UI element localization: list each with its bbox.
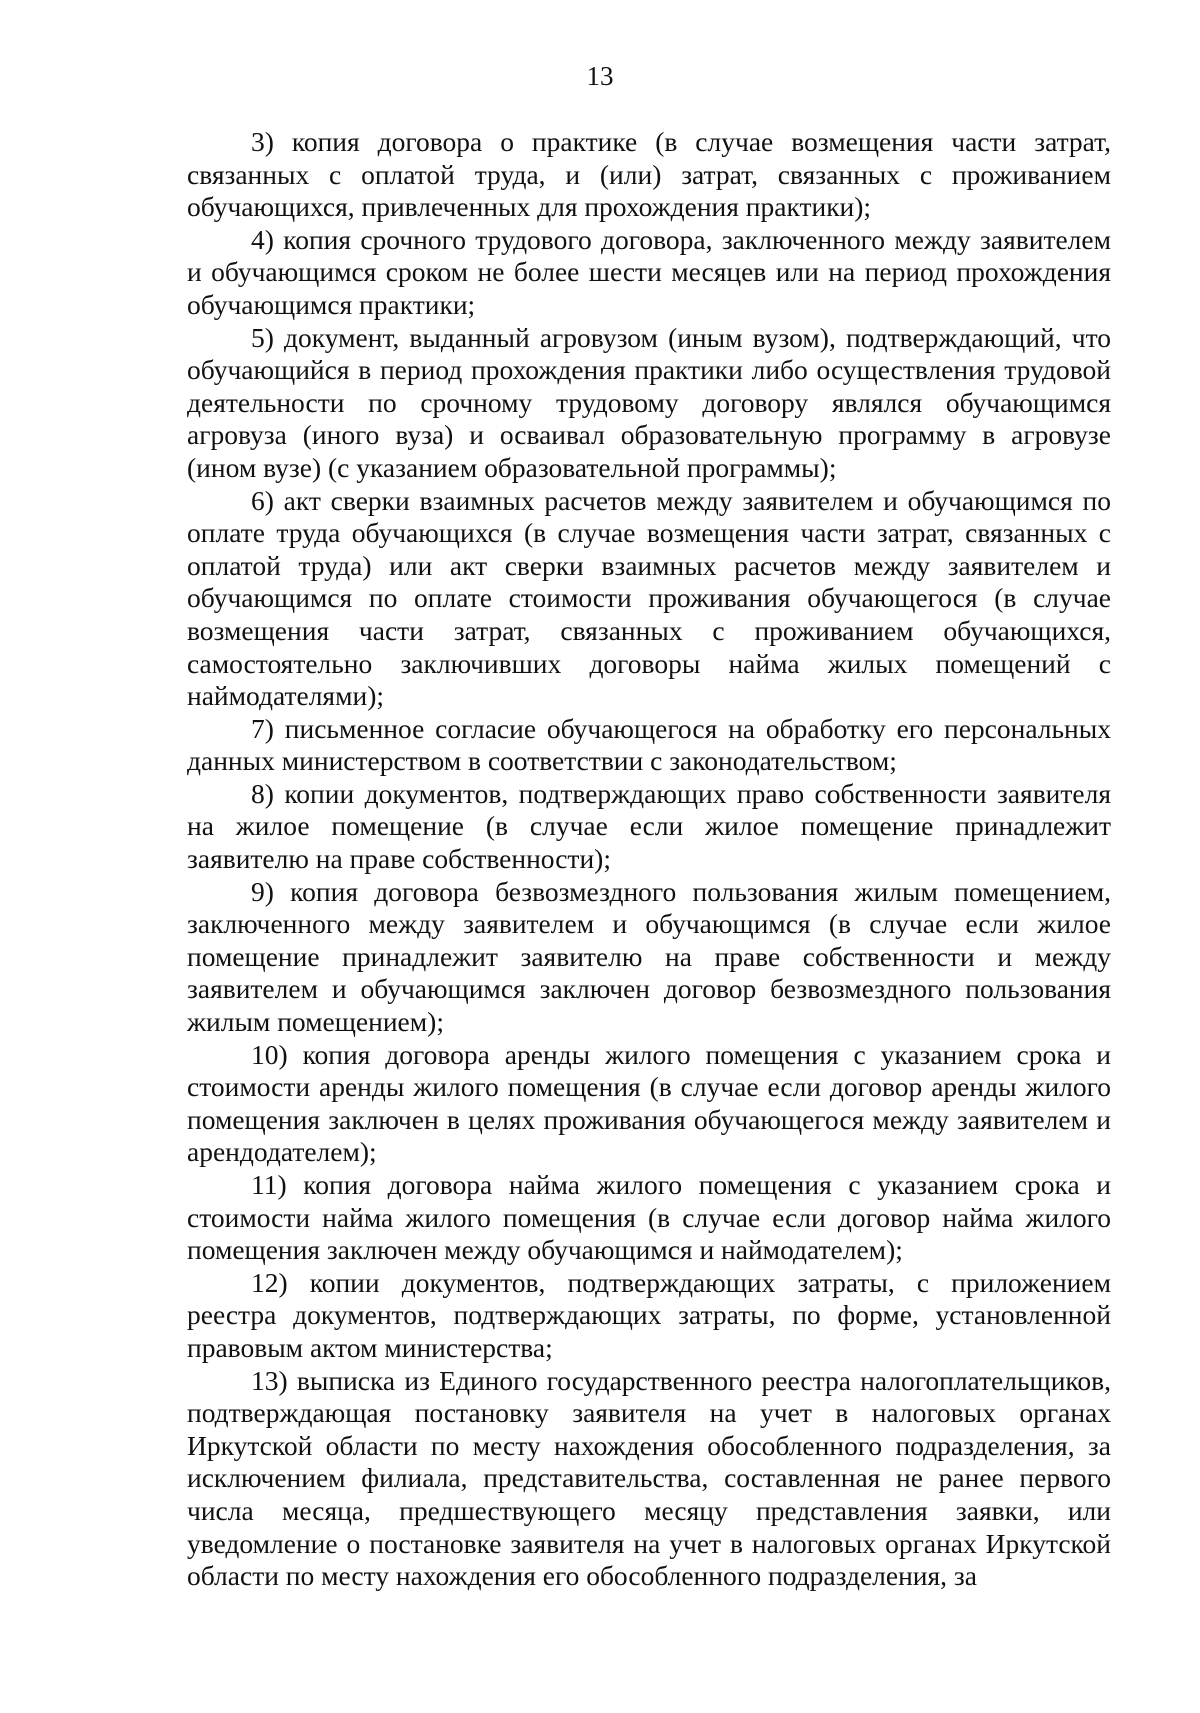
list-item-3: 3) копия договора о практике (в случае возмещения части затрат, связанных с оплатой труда, и (или) затрат, связанных с проживанием обучающихся, привлеченных для прохождения практики); [187,126,1111,223]
list-item-5: 5) документ, выданный агровузом (иным вузом), подтверждающий, что обучающийся в период прохождения практики либо осуществления трудовой деятельности по срочному трудовому договору являлся обучающимся агровуза (иного вуза) и осваивал образовательную программу в агровузе (ином вузе) (с указанием образовательной программы); [187,321,1111,483]
list-item-8: 8) копии документов, подтверждающих право собственности заявителя на жилое помещение (в случае если жилое помещение принадлежит заявителю на праве собственности); [187,777,1111,875]
list-item-6: 6) акт сверки взаимных расчетов между заявителем и обучающимся по оплате труда обучающихся (в случае возмещения части затрат, связанных с оплатой труда) или акт сверки взаимных расчетов между заявителем и обучающимся по оплате стоимости проживания обучающегося (в случае возмещения части затрат, связанных с проживанием обучающихся, самостоятельно заключивших договоры найма жилых помещений с наймодателями); [187,484,1111,712]
document-body [187,126,1111,1593]
list-item-9: 9) копия договора безвозмездного пользования жилым помещением, заключенного между заявителем и обучающимся (в случае если жилое помещение принадлежит заявителю на праве собственности и между заявителем и обучающимся заключен договор безвозмездного пользования жилым помещением); [187,875,1111,1038]
list-item-7: 7) письменное согласие обучающегося на обработку его персональных данных министерством в соответствии с законодательством; [187,712,1111,777]
list-item-13: 13) выписка из Единого государственного реестра налогоплательщиков, подтверждающая постановку заявителя на учет в налоговых органах Иркутской области по месту нахождения обособленного подразделения, за исключением филиала, представительства, составленная не ранее первого числа месяца, предшествующего месяцу представления заявки, или уведомление о постановке заявителя на учет в налоговых органах Иркутской области по месту нахождения его обособленного подразделения, за [187,1364,1111,1592]
list-item-12: 12) копии документов, подтверждающих затраты, с приложением реестра документов, подтверждающих затраты, по форме, установленной правовым актом министерства; [187,1266,1111,1363]
list-item-4: 4) копия срочного трудового договора, заключенного между заявителем и обучающимся сроком не более шести месяцев или на период прохождения обучающимся практики; [187,223,1111,320]
list-item-10: 10) копия договора аренды жилого помещения с указанием срока и стоимости аренды жилого помещения (в случае если договор аренды жилого помещения заключен в целях проживания обучающегося между заявителем и арендодателем); [187,1038,1111,1168]
list-item-11: 11) копия договора найма жилого помещения с указанием срока и стоимости найма жилого помещения (в случае если договор найма жилого помещения заключен между обучающимся и наймодателем); [187,1169,1111,1266]
page-number: 13 [586,61,614,91]
